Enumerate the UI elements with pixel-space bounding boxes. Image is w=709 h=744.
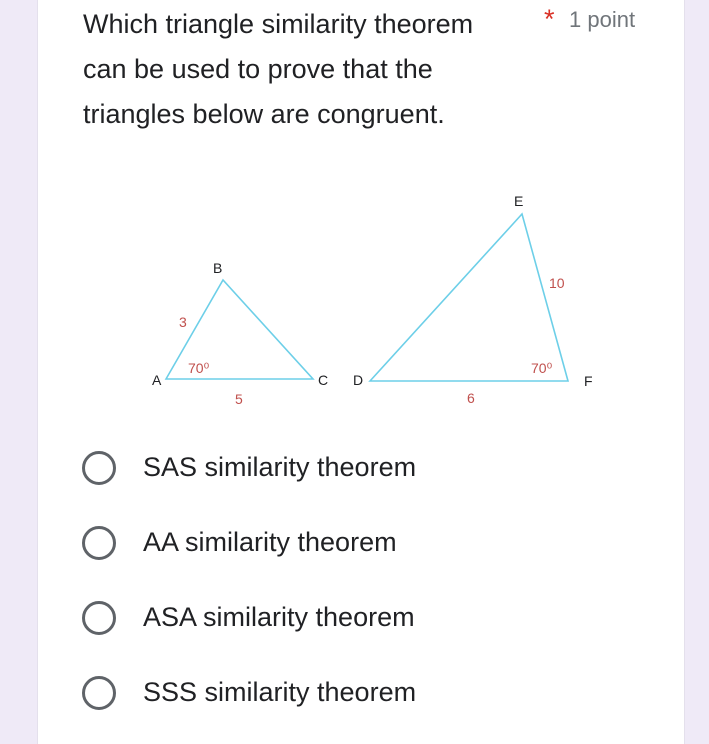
required-asterisk: *: [544, 4, 555, 34]
side-ef-label: 10: [549, 275, 565, 291]
option-label: ASA similarity theorem: [143, 602, 415, 632]
question-line-2: can be used to prove that the: [83, 54, 433, 84]
triangles-figure: [108, 185, 593, 415]
side-df-label: 6: [467, 390, 475, 406]
option-sss[interactable]: [82, 671, 642, 721]
question-line-3: triangles below are congruent.: [83, 99, 445, 129]
question-line-1: Which triangle similarity theorem: [83, 9, 474, 39]
vertex-f: F: [584, 373, 593, 389]
option-sas[interactable]: [82, 446, 642, 496]
option-label: SAS similarity theorem: [143, 452, 417, 482]
vertex-b: B: [213, 260, 223, 276]
radio-icon[interactable]: [82, 526, 116, 560]
vertex-d: D: [353, 372, 364, 388]
option-asa[interactable]: [82, 596, 642, 646]
vertex-e: E: [514, 193, 524, 209]
vertex-c: C: [318, 372, 329, 388]
radio-icon[interactable]: [82, 601, 116, 635]
vertex-a: A: [152, 372, 162, 388]
option-aa[interactable]: [82, 521, 642, 571]
side-ac-label: 5: [235, 391, 243, 407]
radio-icon[interactable]: [82, 676, 116, 710]
angle-f-label: 70⁰: [531, 360, 553, 376]
question-card: [37, 0, 685, 744]
radio-icon[interactable]: [82, 451, 116, 485]
option-label: AA similarity theorem: [143, 527, 397, 557]
angle-a-label: 70⁰: [188, 360, 210, 376]
side-ab-label: 3: [179, 314, 187, 330]
points-label: 1 point: [569, 7, 636, 32]
triangle-def: [370, 214, 568, 381]
question-text: [83, 2, 533, 137]
option-label: SSS similarity theorem: [143, 677, 417, 707]
